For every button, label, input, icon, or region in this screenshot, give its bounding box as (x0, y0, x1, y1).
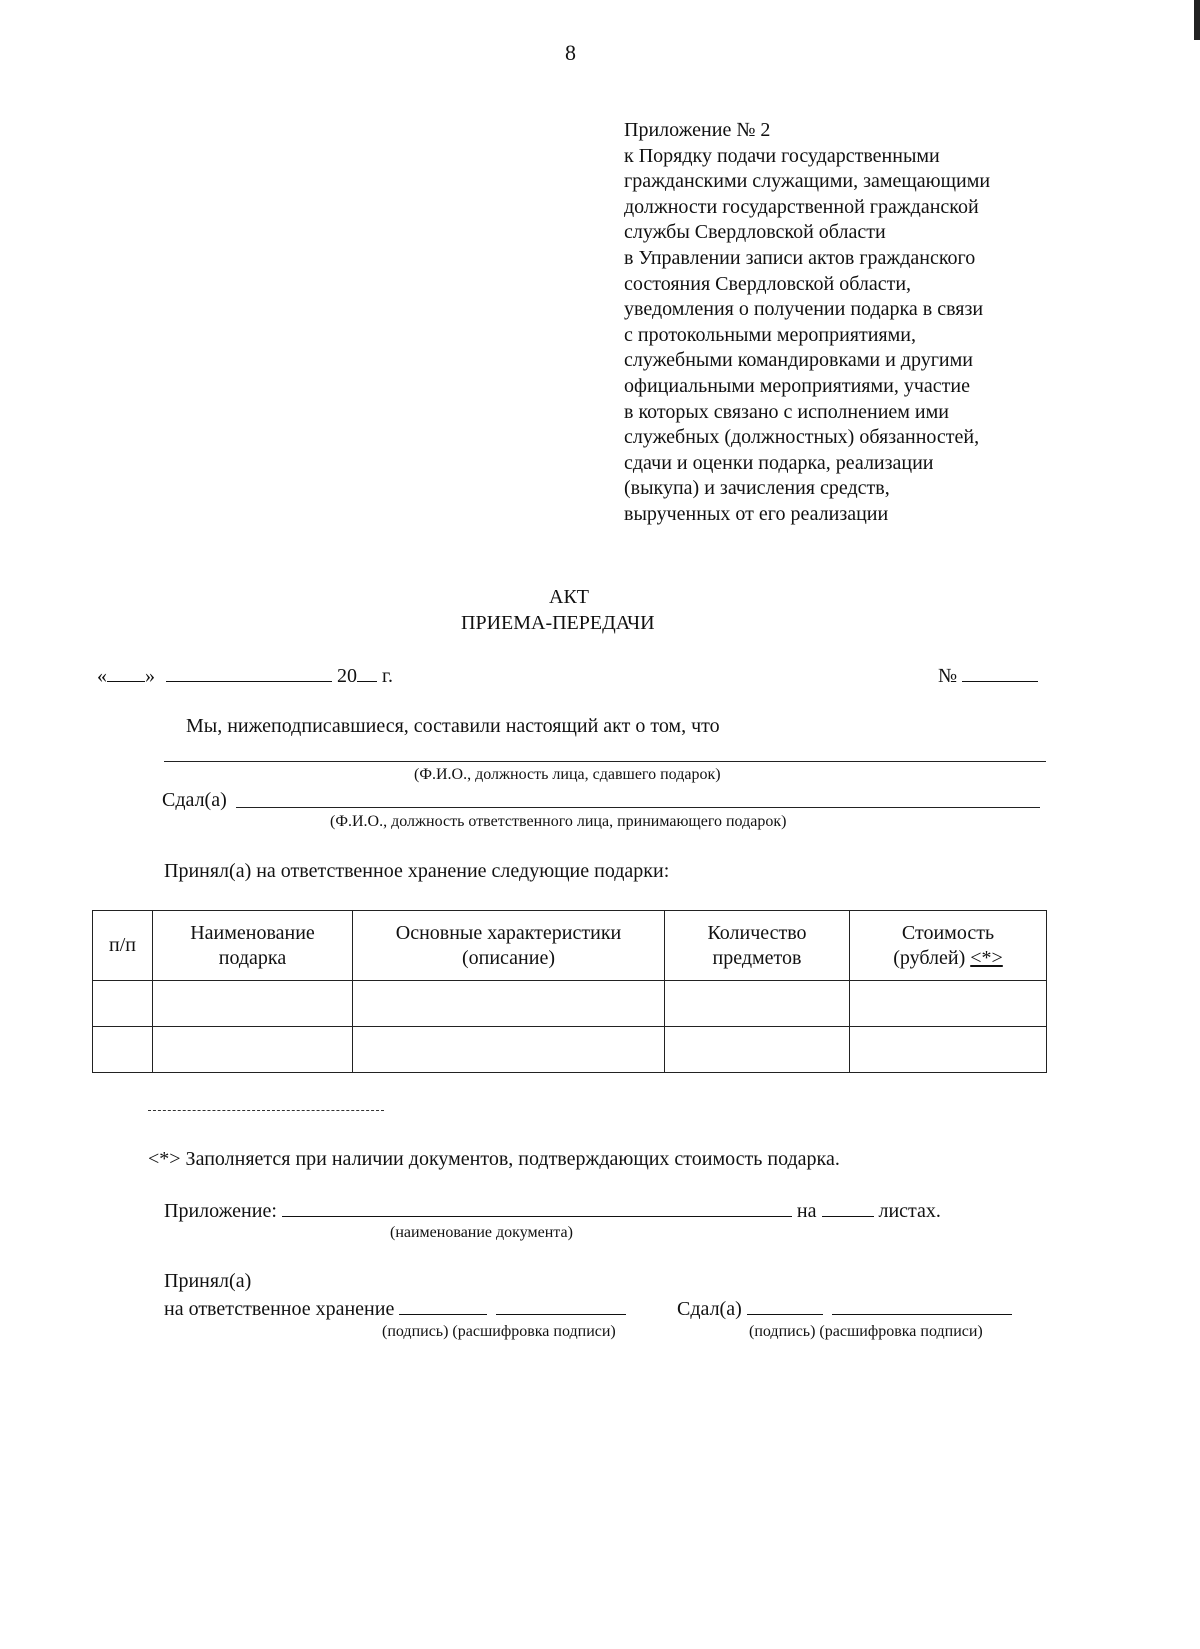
appendix-line: гражданскими служащими, замещающими (624, 170, 991, 193)
scan-edge (1194, 0, 1200, 40)
number-line (938, 663, 1038, 688)
cell[interactable] (353, 981, 665, 1027)
attachment-on: на (796, 1200, 817, 1222)
appendix-line: Приложение № 2 (624, 119, 771, 141)
appendix-line: вырученных от его реализации (624, 502, 889, 525)
appendix-line: должности государственной гражданской (624, 195, 979, 218)
handed-label: Сдал(а) (162, 789, 227, 811)
cell[interactable] (665, 1027, 850, 1073)
close-quote: » (145, 665, 155, 687)
header-description: Основные характеристики (описание) (353, 911, 665, 981)
appendix-line: в которых связано с исполнением ими (624, 400, 949, 423)
footnote-separator (148, 1110, 384, 1111)
cell[interactable] (153, 981, 353, 1027)
footnote: <*> Заполняется при наличии документов, подтверждающих стоимость подарка. (148, 1148, 840, 1170)
appendix-line: уведомления о получении подарка в связи (624, 298, 984, 321)
giver-name-field[interactable] (832, 1296, 1012, 1315)
cell[interactable] (850, 981, 1047, 1027)
title-line2: ПРИЕМА-ПЕРЕДАЧИ (461, 612, 655, 634)
table-row (93, 981, 1047, 1027)
table-header-row (93, 911, 1047, 981)
header-cost (850, 911, 1047, 981)
attachment-caption: (наименование документа) (390, 1224, 573, 1241)
open-quote: « (97, 665, 107, 687)
attachment-sheets: листах. (878, 1200, 941, 1222)
sign-handed-label: Сдал(а) (677, 1298, 742, 1320)
gifts-table (92, 910, 1047, 1073)
cost-footnote-mark[interactable]: <*> (970, 946, 1003, 969)
attachment-line (164, 1198, 941, 1223)
date-line (97, 663, 393, 688)
attachment-label: Приложение: (164, 1200, 277, 1222)
header-number: п/п (93, 911, 153, 981)
header-quantity: Количество предметов (665, 911, 850, 981)
number-field[interactable] (962, 663, 1038, 682)
appendix-block (624, 118, 990, 528)
receiver-field[interactable] (236, 807, 1040, 808)
appendix-line: к Порядку подачи государственными (624, 144, 940, 167)
appendix-line: официальными мероприятиями, участие (624, 374, 970, 397)
appendix-line: с протокольными мероприятиями, (624, 323, 916, 346)
appendix-line: состояния Свердловской области, (624, 272, 912, 295)
year-suffix: г. (382, 665, 393, 687)
sheets-field[interactable] (822, 1198, 874, 1217)
cell[interactable] (850, 1027, 1047, 1073)
giver-signature-field[interactable] (747, 1296, 823, 1315)
appendix-line: служебных (должностных) обязанностей, (624, 426, 980, 449)
caption-left: (подпись) (расшифровка подписи) (382, 1323, 616, 1340)
attachment-field[interactable] (282, 1198, 792, 1217)
appendix-line: служебными командировками и другими (624, 349, 973, 372)
cell[interactable] (153, 1027, 353, 1073)
appendix-line: сдачи и оценки подарка, реализации (624, 451, 934, 474)
receiver-name-field[interactable] (496, 1296, 626, 1315)
storage-label: на ответственное хранение (164, 1298, 395, 1320)
caption-right: (подпись) (расшифровка подписи) (749, 1323, 983, 1340)
receiver-signature-field[interactable] (399, 1296, 487, 1315)
page-number: 8 (565, 40, 576, 65)
title-line1: АКТ (549, 586, 589, 608)
intro-text: Мы, нижеподписавшиеся, составили настоящий акт о том, что (186, 715, 720, 737)
giver-field[interactable] (164, 761, 1046, 762)
cell[interactable] (93, 981, 153, 1027)
appendix-line: в Управлении записи актов гражданского (624, 246, 976, 269)
header-cost-label: Стоимость (рублей) (893, 921, 995, 969)
cell[interactable] (93, 1027, 153, 1073)
month-field[interactable] (166, 663, 332, 682)
day-field[interactable] (107, 663, 145, 682)
year-prefix: 20 (337, 665, 357, 687)
appendix-line: (выкупа) и зачисления средств, (624, 477, 890, 500)
sign-line (164, 1296, 626, 1321)
sign-handed-line (677, 1296, 1012, 1321)
number-label: № (938, 665, 958, 687)
header-name: Наименование подарка (153, 911, 353, 981)
appendix-line: службы Свердловской области (624, 221, 886, 244)
table-row (93, 1027, 1047, 1073)
caption-receiver: (Ф.И.О., должность ответственного лица, принимающего подарок) (330, 813, 787, 830)
year-field[interactable] (357, 663, 377, 682)
accepted-text: Принял(а) на ответственное хранение следующие подарки: (164, 860, 670, 882)
sign-accepted-label: Принял(а) (164, 1270, 252, 1292)
cell[interactable] (665, 981, 850, 1027)
cell[interactable] (353, 1027, 665, 1073)
caption-giver: (Ф.И.О., должность лица, сдавшего подарок) (414, 766, 721, 783)
